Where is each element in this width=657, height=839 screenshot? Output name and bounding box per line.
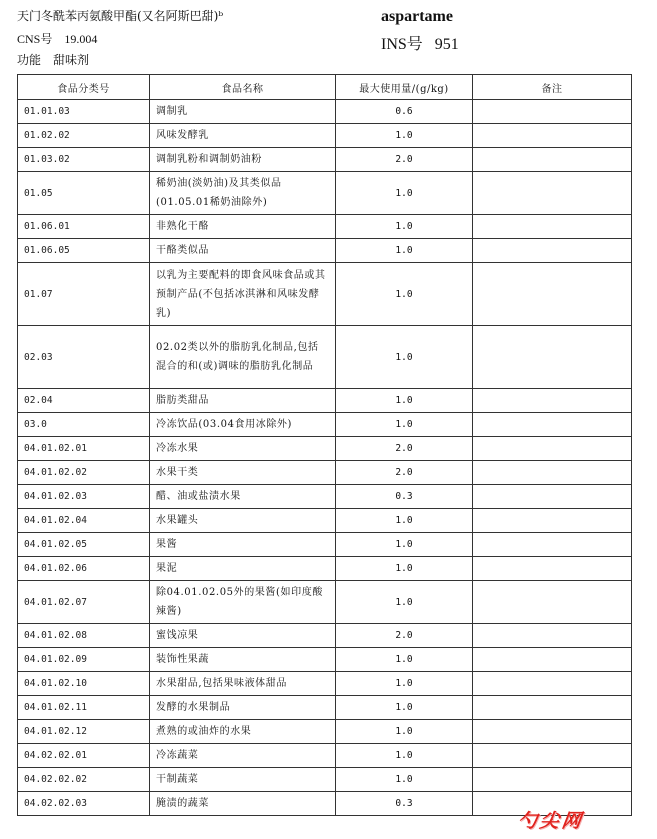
table-row: [18, 744, 632, 768]
food-category-code: 01.02.02: [18, 124, 150, 148]
function-value: 甜味剂: [53, 53, 90, 67]
max-usage-value: 1.0: [336, 263, 473, 326]
max-usage-value: 2.0: [336, 461, 473, 485]
food-name: 煮熟的或油炸的水果: [150, 720, 336, 744]
food-category-code: 04.01.02.06: [18, 557, 150, 581]
max-usage-value: 1.0: [336, 389, 473, 413]
max-usage-value: 1.0: [336, 239, 473, 263]
remark-cell: [473, 263, 632, 326]
table-row: [18, 672, 632, 696]
site-watermark: 勺尖网: [516, 810, 586, 832]
remark-cell: [473, 389, 632, 413]
table-row: [18, 696, 632, 720]
food-name: 以乳为主要配料的即食风味食品或其预制产品(不包括冰淇淋和风味发酵乳): [150, 263, 336, 326]
max-usage-value: 0.6: [336, 100, 473, 124]
max-usage-value: 1.0: [336, 557, 473, 581]
table-row: [18, 461, 632, 485]
food-category-code: 04.01.02.11: [18, 696, 150, 720]
table-row: [18, 263, 632, 326]
table-row: [18, 485, 632, 509]
function-label: 功能: [17, 53, 42, 67]
food-name: 腌渍的蔬菜: [150, 792, 336, 816]
food-name: 调制乳粉和调制奶油粉: [150, 148, 336, 172]
food-name: 水果甜品,包括果味液体甜品: [150, 672, 336, 696]
food-name: 果泥: [150, 557, 336, 581]
food-name: 冷冻水果: [150, 437, 336, 461]
remark-cell: [473, 100, 632, 124]
food-name: 果酱: [150, 533, 336, 557]
usage-table: [17, 74, 632, 816]
food-name: 02.02类以外的脂肪乳化制品,包括混合的和(或)调味的脂肪乳化制品: [150, 326, 336, 389]
cns-value: 19.004: [64, 32, 98, 46]
food-category-code: 04.01.02.01: [18, 437, 150, 461]
food-name: 冷冻饮品(03.04食用冰除外): [150, 413, 336, 437]
max-usage-value: 1.0: [336, 696, 473, 720]
food-name: 干酪类似品: [150, 239, 336, 263]
column-header-note: 备注: [473, 75, 632, 100]
remark-cell: [473, 648, 632, 672]
table-row: [18, 720, 632, 744]
remark-cell: [473, 557, 632, 581]
food-category-code: 01.01.03: [18, 100, 150, 124]
cns-label: CNS号: [17, 32, 53, 46]
remark-cell: [473, 148, 632, 172]
column-header-name: 食品名称: [150, 75, 336, 100]
food-category-code: 04.02.02.02: [18, 768, 150, 792]
food-name: 蜜饯凉果: [150, 624, 336, 648]
table-body: [18, 100, 632, 816]
food-category-code: 01.06.05: [18, 239, 150, 263]
food-category-code: 02.03: [18, 326, 150, 389]
max-usage-value: 2.0: [336, 624, 473, 648]
table-row: [18, 768, 632, 792]
table-row: [18, 389, 632, 413]
remark-cell: [473, 172, 632, 215]
ins-label: INS号: [381, 36, 423, 53]
table-row: [18, 172, 632, 215]
ins-value: 951: [434, 36, 459, 53]
remark-cell: [473, 239, 632, 263]
food-name: 除04.01.02.05外的果酱(如印度酸辣酱): [150, 581, 336, 624]
remark-cell: [473, 124, 632, 148]
remark-cell: [473, 672, 632, 696]
max-usage-value: 1.0: [336, 672, 473, 696]
remark-cell: [473, 624, 632, 648]
additive-english-name: aspartame: [381, 8, 453, 25]
max-usage-value: 1.0: [336, 326, 473, 389]
max-usage-value: 1.0: [336, 648, 473, 672]
food-name: 装饰性果蔬: [150, 648, 336, 672]
cns-row: [17, 31, 97, 47]
max-usage-value: 1.0: [336, 720, 473, 744]
max-usage-value: 1.0: [336, 509, 473, 533]
remark-cell: [473, 485, 632, 509]
remark-cell: [473, 696, 632, 720]
food-category-code: 04.01.02.03: [18, 485, 150, 509]
table-row: [18, 557, 632, 581]
food-name: 醋、油或盐渍水果: [150, 485, 336, 509]
food-category-code: 04.01.02.07: [18, 581, 150, 624]
remark-cell: [473, 326, 632, 389]
food-category-code: 04.01.02.02: [18, 461, 150, 485]
table-header-row: [18, 75, 632, 100]
max-usage-value: 0.3: [336, 485, 473, 509]
column-header-max: 最大使用量/(g/kg): [336, 75, 473, 100]
table-row: [18, 509, 632, 533]
table-row: [18, 148, 632, 172]
max-usage-value: 1.0: [336, 744, 473, 768]
additive-chinese-name: 天门冬酰苯丙氨酸甲酯(又名阿斯巴甜)ᵇ: [17, 9, 224, 23]
food-name: 发酵的水果制品: [150, 696, 336, 720]
max-usage-value: 1.0: [336, 581, 473, 624]
table-row: [18, 124, 632, 148]
food-name: 干制蔬菜: [150, 768, 336, 792]
table-row: [18, 581, 632, 624]
food-category-code: 04.01.02.10: [18, 672, 150, 696]
table-row: [18, 100, 632, 124]
table-row: [18, 624, 632, 648]
food-category-code: 01.06.01: [18, 215, 150, 239]
food-name: 水果罐头: [150, 509, 336, 533]
max-usage-value: 1.0: [336, 413, 473, 437]
food-category-code: 04.01.02.04: [18, 509, 150, 533]
food-name: 水果干类: [150, 461, 336, 485]
remark-cell: [473, 215, 632, 239]
remark-cell: [473, 720, 632, 744]
food-name: 冷冻蔬菜: [150, 744, 336, 768]
food-category-code: 01.05: [18, 172, 150, 215]
function-row: [17, 52, 89, 68]
max-usage-value: 1.0: [336, 215, 473, 239]
food-category-code: 04.01.02.12: [18, 720, 150, 744]
max-usage-value: 2.0: [336, 148, 473, 172]
table-row: [18, 215, 632, 239]
food-category-code: 04.01.02.08: [18, 624, 150, 648]
table-row: [18, 648, 632, 672]
max-usage-value: 0.3: [336, 792, 473, 816]
table-row: [18, 533, 632, 557]
additive-title-row: [17, 8, 223, 24]
food-category-code: 01.03.02: [18, 148, 150, 172]
food-name: 风味发酵乳: [150, 124, 336, 148]
food-category-code: 04.01.02.05: [18, 533, 150, 557]
ins-row: [381, 31, 459, 54]
remark-cell: [473, 437, 632, 461]
max-usage-value: 2.0: [336, 437, 473, 461]
food-name: 脂肪类甜品: [150, 389, 336, 413]
column-header-code: 食品分类号: [18, 75, 150, 100]
table-row: [18, 413, 632, 437]
remark-cell: [473, 744, 632, 768]
max-usage-value: 1.0: [336, 172, 473, 215]
food-name: 非熟化干酪: [150, 215, 336, 239]
food-category-code: 04.02.02.01: [18, 744, 150, 768]
food-category-code: 04.02.02.03: [18, 792, 150, 816]
remark-cell: [473, 533, 632, 557]
remark-cell: [473, 413, 632, 437]
remark-cell: [473, 768, 632, 792]
remark-cell: [473, 509, 632, 533]
max-usage-value: 1.0: [336, 124, 473, 148]
max-usage-value: 1.0: [336, 768, 473, 792]
food-category-code: 02.04: [18, 389, 150, 413]
food-name: 调制乳: [150, 100, 336, 124]
remark-cell: [473, 461, 632, 485]
document-header: [17, 8, 647, 70]
remark-cell: [473, 581, 632, 624]
table-row: [18, 239, 632, 263]
food-category-code: 01.07: [18, 263, 150, 326]
table-row: [18, 437, 632, 461]
max-usage-value: 1.0: [336, 533, 473, 557]
food-name: 稀奶油(淡奶油)及其类似品(01.05.01稀奶油除外): [150, 172, 336, 215]
food-category-code: 03.0: [18, 413, 150, 437]
food-category-code: 04.01.02.09: [18, 648, 150, 672]
table-row: [18, 326, 632, 389]
